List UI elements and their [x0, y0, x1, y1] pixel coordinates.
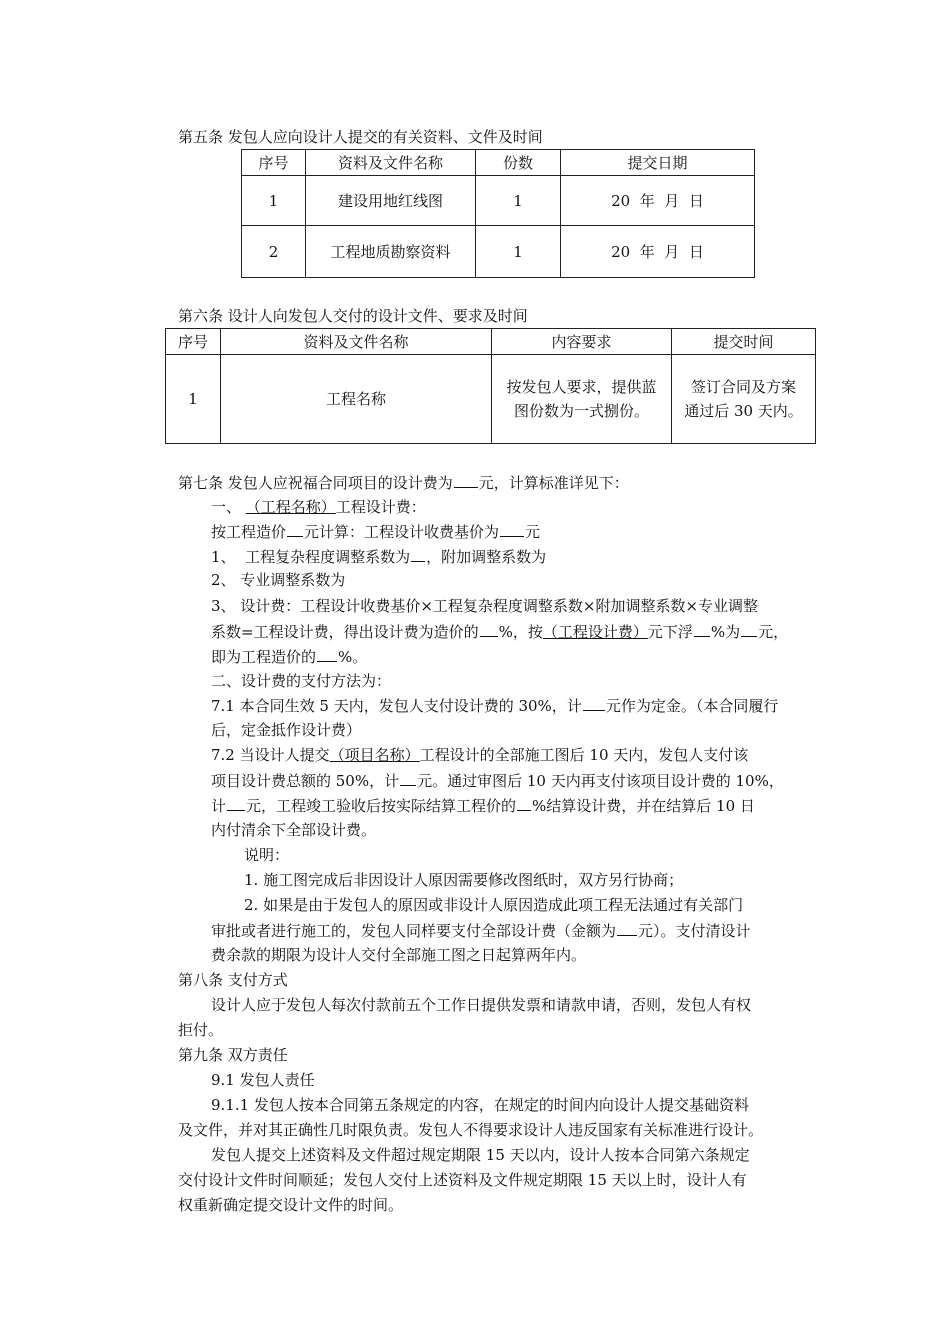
- article-7-line-14: 计 元，工程竣工验收后按实际结算工程价的 %结算设计费，并在结算后 10 日: [211, 797, 755, 815]
- article-7-note-1: 1. 施工图完成后非因设计人原因需要修改图纸时，双方另行协商；: [244, 871, 684, 889]
- table-cell: 1: [476, 226, 561, 278]
- article-7-line-15: 内付清余下全部设计费。: [211, 821, 377, 839]
- article-7-note-2-cont: 审批或者进行施工的，发包人同样要支付全部设计费（金额为 元）。支付清设计: [211, 922, 751, 940]
- article-7-line-5: 2、 专业调整系数为: [211, 571, 346, 589]
- table-header-row: [166, 329, 816, 355]
- article-7-line-3: 按工程造价 元计算：工程设计收费基价为 元: [211, 523, 541, 541]
- header-cell: 提交时间: [672, 329, 816, 355]
- header-cell: 资料及文件名称: [306, 150, 476, 176]
- article-7-line-8: 即为工程造价的 %。: [211, 648, 368, 666]
- section-9-1-title: 9.1 发包人责任: [211, 1071, 315, 1089]
- requirement-line-1: 按发包人要求，提供蓝: [506, 378, 657, 396]
- header-cell: 资料及文件名称: [221, 329, 492, 355]
- article-9-paragraph-1-cont: 及文件，并对其正确性几时限负责。发包人不得要求设计人违反国家有关标准进行设计。: [178, 1121, 764, 1139]
- table-cell: 2: [242, 226, 306, 278]
- article-7-line-9: 二、设计费的支付方法为：: [211, 672, 392, 690]
- article-7-line-12: 7.2 当设计人提交（项目名称）工程设计的全部施工图后 10 天内，发包人支付该: [211, 746, 749, 764]
- article-5-table: [241, 149, 755, 278]
- article-7-note-2: 2. 如果是由于发包人的原因或非设计人原因造成此项工程无法通过有关部门: [244, 896, 744, 914]
- article-6-heading: 第六条 设计人向发包人交付的设计文件、要求及时间: [178, 307, 528, 325]
- table-cell: 20 年 月 日: [561, 226, 755, 278]
- table-cell: 1: [476, 176, 561, 226]
- article-9-paragraph-2-cont: 交付设计文件时间顺延；发包人交付上述资料及文件规定期限 15 天以上时，设计人有: [178, 1171, 747, 1189]
- article-7-line-13: 项目设计费总额的 50%，计 元。通过审图后 10 天内再支付该项目设计费的 10%，: [211, 772, 784, 790]
- header-cell: 序号: [242, 150, 306, 176]
- header-cell: 提交日期: [561, 150, 755, 176]
- article-7-line-4: 1、 工程复杂程度调整系数为 ，附加调整系数为: [211, 548, 547, 566]
- table-cell: 建设用地红线图: [306, 176, 476, 226]
- header-cell: 序号: [166, 329, 221, 355]
- article-9-heading: 第九条 双方责任: [178, 1046, 288, 1064]
- article-9-paragraph-1: 9.1.1 发包人按本合同第五条规定的内容，在规定的时间内向设计人提交基础资料: [211, 1096, 749, 1114]
- table-cell: 工程名称: [221, 355, 492, 444]
- header-cell: 份数: [476, 150, 561, 176]
- article-6-table: [165, 328, 816, 444]
- article-5-heading: 第五条 发包人应向设计人提交的有关资料、文件及时间: [178, 128, 543, 146]
- table-cell: 1: [166, 355, 221, 444]
- article-7-line-10: 7.1 本合同生效 5 天内，发包人支付设计费的 30%，计 元作为定金。（本合同履行: [211, 697, 779, 715]
- article-7-line-7: 系数=工程设计费，得出设计费为造价的 %，按（工程设计费）元下浮 %为 元，: [211, 623, 789, 641]
- article-7-line-2: 一、 （工程名称）工程设计费：: [211, 498, 426, 516]
- table-header-row: [242, 150, 755, 176]
- table-row: [242, 176, 755, 226]
- article-7-note-2-end: 费余款的期限为设计人交付全部施工图之日起算两年内。: [211, 946, 587, 964]
- article-7-line-1: 第七条 发包人应祝福合同项目的设计费为 元，计算标准详见下：: [178, 474, 629, 492]
- requirement-line-2: 图份数为一式捌份。: [513, 402, 649, 420]
- time-line-2: 通过后 30 天内。: [684, 402, 803, 420]
- article-7-note-label: 说明：: [244, 846, 290, 864]
- table-cell: [492, 355, 672, 444]
- article-7-line-11: 后，定金抵作设计费）: [211, 721, 362, 739]
- article-8-heading: 第八条 支付方式: [178, 971, 288, 989]
- table-cell: 1: [242, 176, 306, 226]
- article-9-paragraph-2-end: 权重新确定提交设计文件的时间。: [178, 1196, 404, 1214]
- table-row: [242, 226, 755, 278]
- header-cell: 内容要求: [492, 329, 672, 355]
- article-8-paragraph-end: 拒付。: [178, 1021, 224, 1039]
- article-8-paragraph: 设计人应于发包人每次付款前五个工作日提供发票和请款申请，否则，发包人有权: [211, 996, 752, 1014]
- table-cell: 工程地质勘察资料: [306, 226, 476, 278]
- article-9-paragraph-2: 发包人提交上述资料及文件超过规定期限 15 天以内，设计人按本合同第六条规定: [211, 1146, 750, 1164]
- article-7-line-6: 3、 设计费：工程设计收费基价×工程复杂程度调整系数×附加调整系数×专业调整: [211, 597, 759, 615]
- time-line-1: 签订合同及方案: [690, 378, 796, 396]
- table-cell: 20 年 月 日: [561, 176, 755, 226]
- table-cell: [672, 355, 816, 444]
- table-row: [166, 355, 816, 444]
